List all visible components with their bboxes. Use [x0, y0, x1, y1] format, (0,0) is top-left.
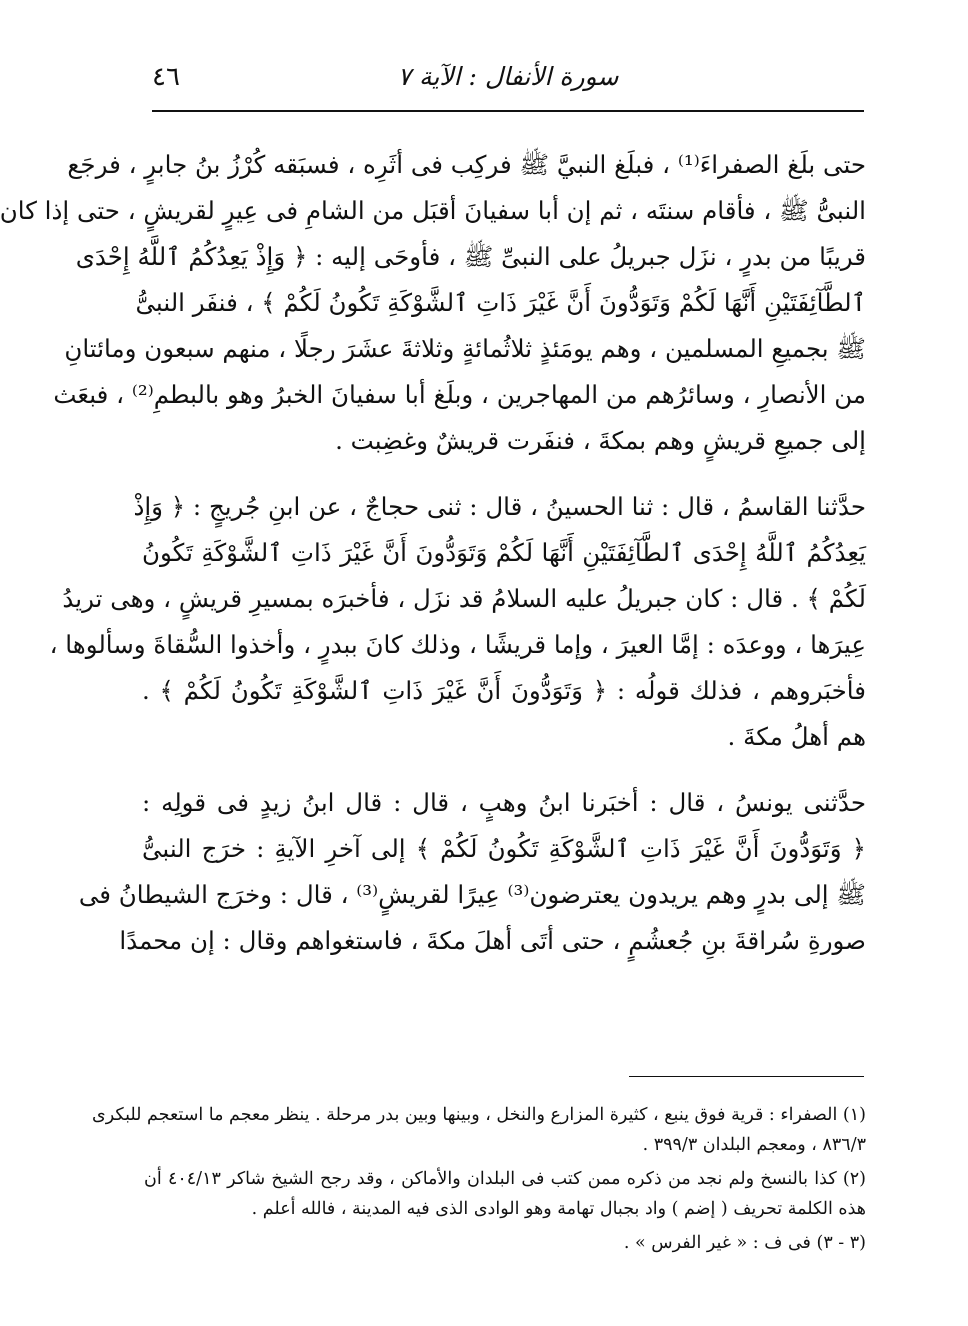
footnote-line: (١) الصفراء : قرية فوق ينبع ، كثيرة المزارع والنخل ، وبينها وبين بدر مرحلة . ينظر معجم ما استعجم للبكرى	[92, 1105, 866, 1125]
text-line: هم أهلُ مكةَ .	[727, 722, 866, 751]
text-line: حتى بلَغ الصفراءَ⁽¹⁾ ، فبلَغ النبيَّ ﷺ فركِب فى أثَرِه ، فسبَقه كُرْزُ بنُ جابرٍ ، فرجَع	[67, 150, 866, 179]
text-line: ﴿ وَتَوَدُّونَ أَنَّ غَيْرَ ذَاتِ ٱلشَّوْكَةِ تَكُونُ لَكُمْ ﴾ إلى آخرِ الآيةِ : خرَج النبىُّ	[142, 834, 866, 863]
paragraph-1	[0, 142, 866, 464]
text-line: من الأنصارِ ، وسائرُهم من المهاجرين ، وبلَغ أبا سفيانَ الخبرُ وهو بالبطمِ⁽²⁾ ، فبعَث	[53, 380, 866, 409]
footnotes	[92, 1100, 866, 1262]
footnote-2	[144, 1164, 866, 1224]
footnote-line: ٨٣٦/٣ ، ومعجم البلدان ٣٩٩/٣ .	[642, 1135, 866, 1155]
text-line: عِيرَها ، ووعدَه : إمَّا العيرَ ، وإما قريشًا ، وذلك كانَ ببدرٍ ، وأخذوا السُّقاةَ وسألوها ،	[49, 630, 866, 659]
paragraph-2	[49, 484, 866, 760]
footnote-line: (٢) كذا بالنسخ ولم نجد من ذكره ممن كتب فى البلدان والأماكن ، وقد رجح الشيخ شاكر ٤٠٤/١٣ أن	[144, 1169, 866, 1189]
footnote-3	[144, 1228, 866, 1258]
text-line: حدَّثنا القاسمُ ، قال : ثنا الحسينُ ، قال : ثنى حجاجٌ ، عن ابنِ جُريجٍ : ﴿ وَإِذْ	[133, 492, 866, 521]
main-text	[0, 142, 866, 984]
page-number: ٤٦	[152, 62, 180, 92]
paragraph-3	[78, 780, 866, 964]
text-line: لَكُمْ ﴾ . قال : كان جبريلُ عليه السلامُ قد نزَل ، فأخبرَه بمسيرِ قريشٍ ، وهى تريدُ	[62, 584, 866, 613]
page-header	[152, 58, 864, 112]
footnote-1	[92, 1100, 866, 1160]
running-title: سورة الأنفال : الآية ٧	[397, 62, 619, 91]
text-line: ﷺ بجميعِ المسلمين ، وهم يومَئذٍ ثلاثُمائةٍ وثلاثةَ عشَرَ رجلًا ، منهم سبعون ومائتانِ	[64, 334, 866, 363]
text-line: ٱلطَّآئِفَتَيْنِ أَنَّهَا لَكُمْ وَتَوَدُّونَ أَنَّ غَيْرَ ذَاتِ ٱلشَّوْكَةِ تَكُونُ لَكُمْ ﴾ ، فنفَر النبىُّ	[135, 288, 866, 317]
text-line: حدَّثنى يونسُ ، قال : أخبَرنا ابنُ وهبٍ ، قال : قال ابنُ زيدٍ فى قولِه :	[142, 788, 866, 817]
text-line: صورةِ سُراقةَ بنِ جُعشُمٍ ، حتى أتَى أهلَ مكةَ ، فاستغواهم وقال : إن محمدًا	[119, 926, 866, 955]
text-line: النبىُّ ﷺ ، فأقام سنتَه ، ثم إن أبا سفيانَ أقبَل من الشامِ فى عِيرٍ لقريشٍ ، حتى إذا كان	[0, 196, 866, 225]
text-line: فأخبَروهم ، فذلك قولُه : ﴿ وَتَوَدُّونَ أَنَّ غَيْرَ ذَاتِ ٱلشَّوْكَةِ تَكُونُ لَكُمْ ﴾ .	[142, 676, 866, 705]
footnote-line: (٣ - ٣) فى ف : « غير الفرس » .	[623, 1233, 866, 1253]
footnote-line: هذه الكلمة تحريف ( إضم ) واد بجبال تهامة وهو الوادى الذى فيه المدينة ، فالله أعلم .	[251, 1199, 866, 1219]
text-line: يَعِدُكُمُ ٱللَّهُ إِحْدَى ٱلطَّآئِفَتَيْنِ أَنَّهَا لَكُمْ وَتَوَدُّونَ أَنَّ غَيْرَ ذَاتِ ٱلشَّوْكَةِ تَكُونُ	[142, 538, 866, 567]
text-line: إلى جميعِ قريشٍ وهم بمكةَ ، فنفَرت قريشٌ وغضِبت .	[335, 426, 866, 455]
text-line: قريبًا من بدرٍ ، نزَل جبريلُ على النبىِّ ﷺ ، فأوحَى إليه : ﴿ وَإِذْ يَعِدُكُمُ ٱللَّهُ إِحْدَى	[75, 242, 866, 271]
text-line: ﷺ إلى بدرٍ وهم يريدون يعترضون⁽³⁾ عِيرًا لقريشٍ⁽³⁾ ، قال : وخرَج الشيطانُ فى	[78, 880, 866, 909]
footnote-divider	[629, 1076, 864, 1077]
